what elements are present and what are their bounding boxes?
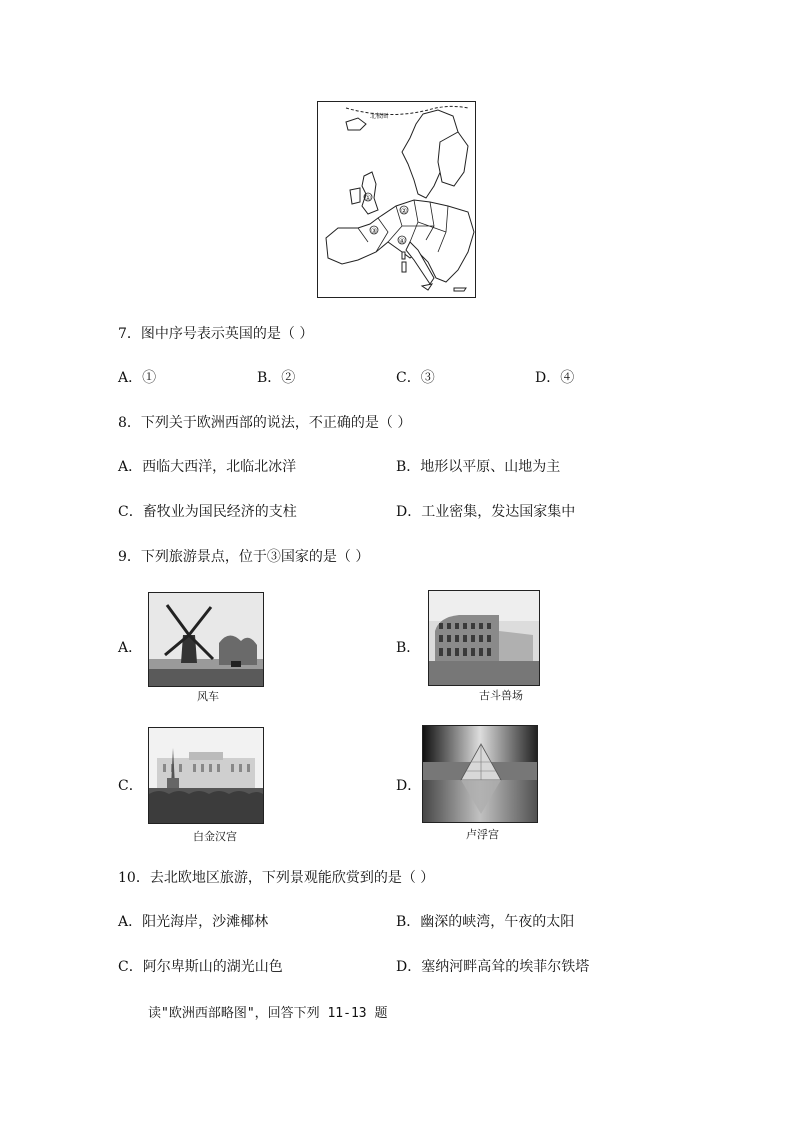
marker-4: ④: [398, 237, 406, 245]
arctic-circle-line: [346, 106, 468, 114]
q10-option-b[interactable]: B．幽深的峡湾，午夜的太阳: [396, 914, 575, 930]
louvre-pyramid-photo[interactable]: [422, 725, 538, 823]
windmill-image: [149, 593, 263, 686]
q9-option-b-caption: 古斗兽场: [479, 689, 523, 702]
q10-option-a[interactable]: A．阳光海岸，沙滩椰林: [118, 914, 269, 930]
marker-1: ①: [364, 194, 372, 202]
corsica-outline: [402, 252, 405, 259]
q9-option-c-letter[interactable]: C．: [118, 778, 143, 794]
q8-stem: 8．下列关于欧洲西部的说法，不正确的是（ ）: [118, 415, 412, 431]
colosseum-photo[interactable]: [428, 590, 540, 686]
finland-outline: [438, 132, 468, 186]
q7-option-b[interactable]: B．②: [257, 370, 296, 386]
q7-option-c[interactable]: C．③: [396, 370, 435, 386]
q9-stem: 9．下列旅游景点，位于③国家的是（ ）: [118, 549, 370, 565]
q9-option-d-letter[interactable]: D．: [396, 778, 422, 794]
buckingham-palace-photo[interactable]: [148, 727, 264, 824]
q9-option-a-caption: 风车: [197, 690, 219, 703]
marker-2: ②: [400, 207, 408, 215]
q10-option-c[interactable]: C．阿尔卑斯山的湖光山色: [118, 959, 283, 975]
q9-option-a-letter[interactable]: A．: [118, 640, 143, 656]
sicily-outline: [422, 284, 432, 290]
q10-stem: 10．去北欧地区旅游，下列景观能欣赏到的是（ ）: [118, 870, 435, 886]
q8-option-d[interactable]: D．工业密集，发达国家集中: [396, 504, 576, 520]
q7-stem: 7．图中序号表示英国的是（ ）: [118, 326, 314, 342]
sardinia-outline: [402, 262, 406, 272]
arctic-circle-label: 北极圈: [370, 113, 389, 120]
q8-option-b[interactable]: B．地形以平原、山地为主: [396, 459, 561, 475]
q9-option-b-letter[interactable]: B．: [396, 640, 421, 656]
europe-map: [317, 101, 476, 298]
questions-11-13-intro: 读"欧洲西部略图"，回答下列 11-13 题: [148, 1006, 388, 1021]
q9-option-d-caption: 卢浮宫: [466, 828, 499, 841]
louvre-pyramid-image: [423, 726, 537, 822]
iceland-outline: [346, 118, 366, 130]
europe-map-drawing: [318, 102, 475, 297]
q7-option-a[interactable]: A．①: [118, 370, 157, 386]
q8-option-a[interactable]: A．西临大西洋，北临北冰洋: [118, 459, 297, 475]
colosseum-image: [429, 591, 539, 685]
buckingham-palace-image: [149, 728, 263, 823]
q9-option-c-caption: 白金汉宫: [193, 830, 237, 843]
marker-3: ③: [370, 227, 378, 235]
q10-option-d[interactable]: D．塞纳河畔高耸的埃菲尔铁塔: [396, 959, 590, 975]
windmill-photo[interactable]: [148, 592, 264, 687]
crete-outline: [454, 288, 466, 291]
q8-option-c[interactable]: C．畜牧业为国民经济的支柱: [118, 504, 297, 520]
great-britain-outline: [362, 172, 378, 214]
q7-option-d[interactable]: D．④: [535, 370, 575, 386]
ireland-outline: [350, 188, 360, 204]
